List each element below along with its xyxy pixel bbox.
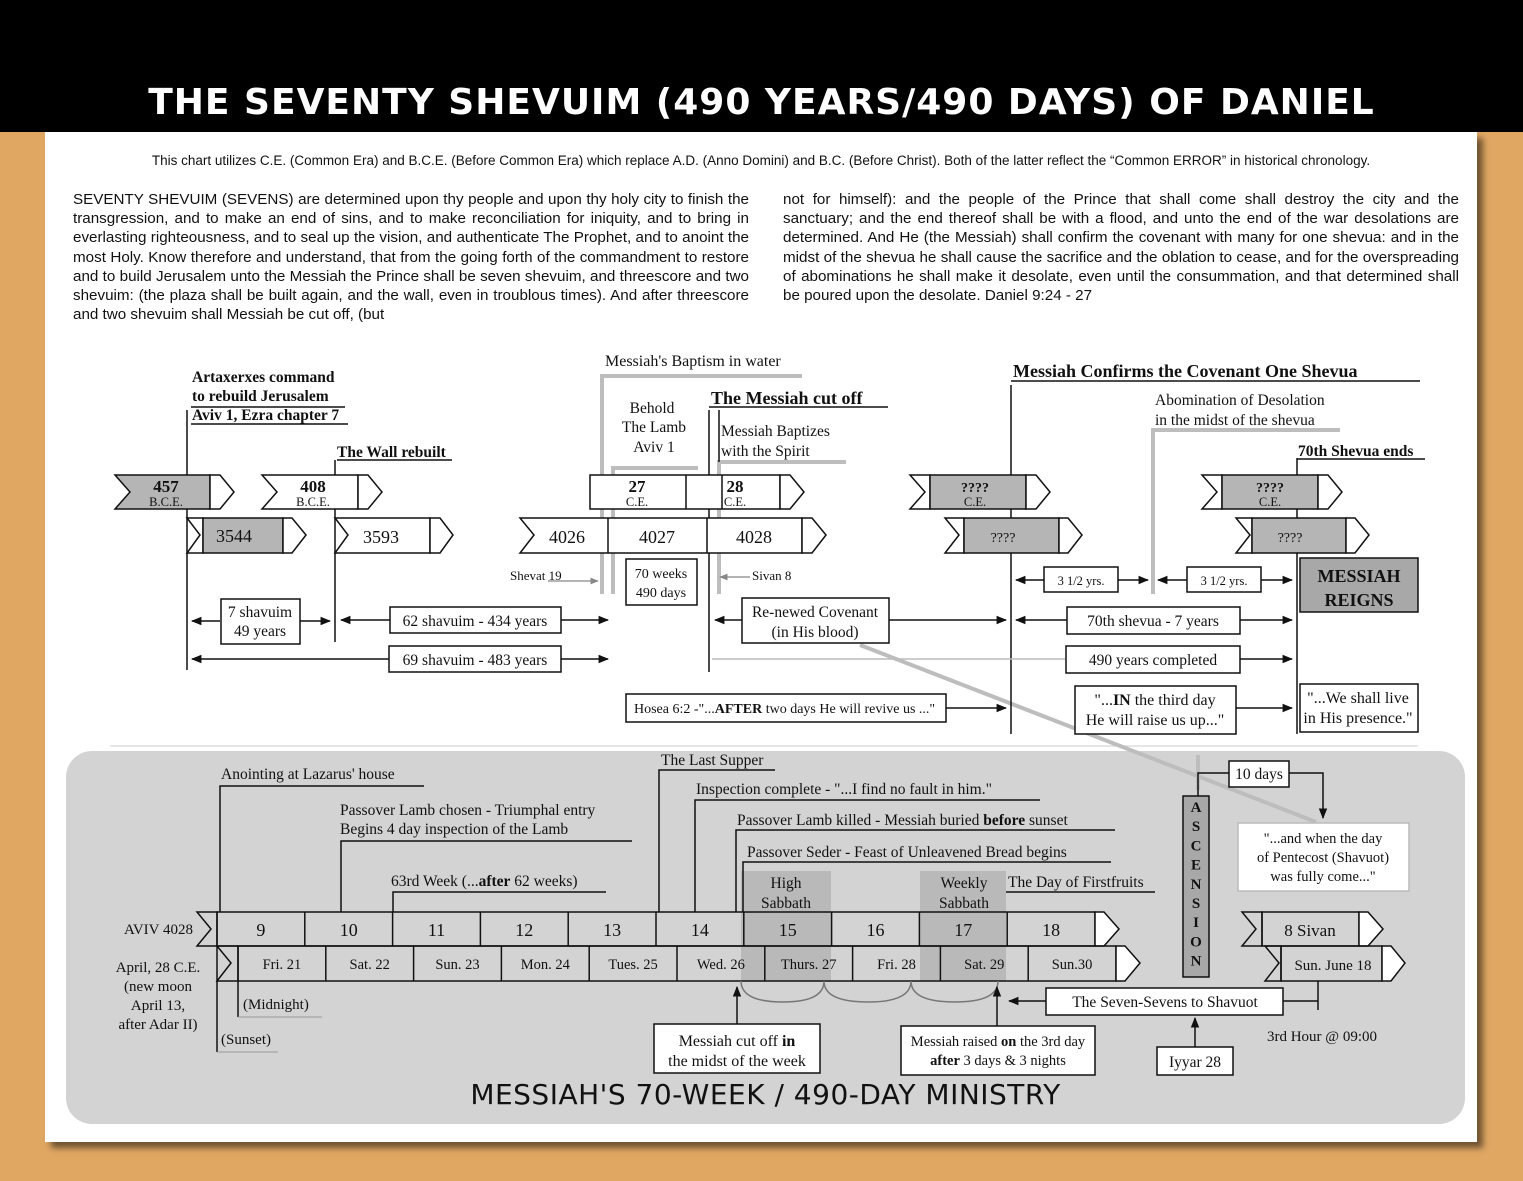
inspection-label: Inspection complete - "...I find no fault in him."	[696, 781, 992, 798]
artaxerxes-label-3: Aviv 1, Ezra chapter 7	[192, 407, 340, 424]
weekday-cell: Sat. 22	[349, 957, 390, 973]
anno-4026: 4026	[549, 527, 585, 547]
day-cell: 15	[778, 920, 797, 940]
seven-shavuim-2: 49 years	[233, 623, 287, 640]
scripture-right: not for himself): and the people of the Prince that shall come shall destroy the city and the sanctuary; and the end thereof shall be with a flood, and unto the end of the war desolations are determined. And He (the Messiah) shall confirm the covenant with many for one shevua: and in the midst of the shevua he shall cause the sacrifice and the oblation to cease, and for the overspreading of abominations he shall make it desolate, even until the consummation, and that determined shall be poured upon the desolate. Daniel 9:24 - 27	[783, 191, 1459, 305]
live-1: "...We shall live	[1307, 690, 1409, 707]
shevat-label: Shevat 19	[510, 568, 562, 583]
behold-label-2: The Lamb	[621, 419, 687, 436]
april-3: April 13,	[130, 998, 186, 1014]
weekday-cell: Sun. 23	[435, 957, 480, 973]
bce-457: B.C.E.	[149, 495, 183, 509]
artaxerxes-label-2: to rebuild Jerusalem	[192, 388, 329, 405]
ascension-letter: O	[1190, 934, 1202, 951]
pentecost-3: was fully come..."	[1270, 869, 1376, 885]
weekday-cell: Fri. 21	[262, 957, 302, 973]
ascension-letter: I	[1193, 915, 1199, 932]
raised-1: Messiah raised on the 3rd day	[910, 1034, 1086, 1050]
year-408: 408	[300, 477, 326, 496]
behold-label-3: Aviv 1	[633, 439, 675, 456]
baptizes-label-1: Messiah Baptizes	[721, 423, 830, 440]
seder-label: Passover Seder - Feast of Unleavened Bread begins	[747, 844, 1067, 861]
scripture-left: SEVENTY SHEVUIM (SEVENS) are determined upon thy people and upon thy holy city to finish the transgression, and to make an end of sins, and to make reconciliation for iniquity, and to bring in everlasting righteousness, and to seal up the vision, and authenticate The Prophet, and to anoint the most Holy. Know therefore and understand, that from the going forth of the commandment to restore and to build Jerusalem unto the Messiah the Prince shall be seven shevuim, and threescore and two shevuim: (the plaza shall be built again, and the wall, even in troublous times). And after threescore and two shevuim shall Messiah be cut off, (but	[73, 191, 749, 324]
seventieth-label: 70th shevua - 7 years	[1087, 613, 1219, 630]
anno-unknown-2: ????	[1277, 531, 1303, 546]
weekly-sabbath-1: Weekly	[940, 875, 988, 892]
third-day-2: He will raise us up..."	[1085, 712, 1225, 729]
weekday-cell: Tues. 25	[608, 957, 658, 973]
seven-sevens-label: The Seven-Sevens to Shavuot	[1072, 994, 1258, 1011]
weekday-cell: Thurs. 27	[780, 957, 837, 973]
ten-days-label: 10 days	[1235, 766, 1283, 783]
renewed-1: Re-newed Covenant	[751, 604, 879, 621]
ascension-letter: E	[1190, 857, 1202, 874]
anno-3593: 3593	[363, 527, 399, 547]
firstfruits-label: The Day of Firstfruits	[1008, 874, 1144, 891]
june-cell: Sun. June 18	[1294, 958, 1372, 974]
iyyar-label: Iyyar 28	[1168, 1054, 1222, 1071]
baptizes-label-2: with the Spirit	[721, 443, 810, 460]
ce-unknown-2: C.E.	[1258, 495, 1282, 509]
seven-shavuim-1: 7 shavuim	[227, 604, 293, 621]
ascension-letter: A	[1190, 800, 1202, 816]
weekday-cell: Mon. 24	[520, 957, 570, 973]
last-supper-label: The Last Supper	[661, 752, 764, 769]
reigns-1: MESSIAH	[1317, 566, 1401, 586]
shevua-ends-label: 70th Shevua ends	[1298, 443, 1414, 460]
day-cell: 16	[866, 920, 885, 940]
anno-row	[187, 518, 1369, 553]
pentecost-1: "...and when the day	[1263, 831, 1383, 847]
ministry-title: MESSIAH'S 70-WEEK / 490-DAY MINISTRY	[470, 1078, 1061, 1111]
day-cell: 13	[603, 920, 622, 940]
ascension-letter: N	[1190, 953, 1202, 970]
wall-label: The Wall rebuilt	[337, 444, 446, 461]
year-unknown-1: ????	[961, 481, 989, 496]
april-1: April, 28 C.E.	[115, 960, 201, 976]
ce-28: C.E.	[723, 495, 747, 509]
page-title: THE SEVENTY SHEVUIM (490 YEARS/490 DAYS) OF DANIEL	[148, 82, 1375, 123]
killed-label: Passover Lamb killed - Messiah buried before sunset	[737, 812, 1068, 829]
ce-27: C.E.	[625, 495, 649, 509]
top-labels	[192, 353, 1413, 461]
cut-off-1: Messiah cut off in	[678, 1033, 796, 1050]
baptism-label: Messiah's Baptism in water	[605, 353, 781, 370]
aviv-label: AVIV 4028	[123, 922, 193, 938]
pentecost-2: of Pentecost (Shavuot)	[1256, 850, 1390, 866]
high-sabbath-2: Sabbath	[761, 895, 811, 912]
year-unknown-2: ????	[1256, 481, 1284, 496]
third-hour-label: 3rd Hour @ 09:00	[1266, 1029, 1378, 1045]
anno-unknown-1: ????	[990, 531, 1016, 546]
seventy-weeks-2: 490 days	[635, 586, 687, 601]
sunset-label: (Sunset)	[221, 1032, 271, 1048]
abomination-label-2: in the midst of the shevua	[1155, 412, 1315, 429]
weekday-cell: Fri. 28	[877, 957, 916, 973]
sivan8-label: Sivan 8	[752, 568, 792, 583]
ministry-diagram	[116, 752, 1409, 1075]
april-4: after Adar II)	[118, 1017, 198, 1033]
renewed-2: (in His blood)	[771, 624, 859, 641]
cut-off-2: the midst of the week	[668, 1053, 806, 1070]
ascension-letters	[1190, 800, 1202, 970]
weekday-cell: Sun.30	[1051, 957, 1093, 973]
anno-3544: 3544	[216, 526, 252, 546]
weekday-cell: Sat. 29	[964, 957, 1005, 973]
year-27: 27	[628, 477, 646, 496]
ascension-letter: S	[1191, 819, 1201, 836]
april-2: (new moon	[124, 979, 192, 995]
day-cell: 14	[690, 920, 709, 940]
week63-label: 63rd Week (...after 62 weeks)	[391, 873, 578, 890]
reigns-2: REIGNS	[1324, 590, 1394, 610]
era-note: This chart utilizes C.E. (Common Era) and B.C.E. (Before Common Era) which replace A.D. (Anno Domini) and B.C. (Before Christ). Both of the latter reflect the “Common ERROR” in historical chronology.	[151, 153, 1371, 168]
half-1: 3 1/2 yrs.	[1057, 574, 1105, 588]
weekday-cell: Wed. 26	[696, 957, 745, 973]
ascension-letter: N	[1190, 876, 1202, 893]
year-457: 457	[153, 477, 179, 496]
day-cell: 11	[427, 920, 446, 940]
year-row	[115, 475, 1342, 509]
period-arrows	[192, 558, 1418, 734]
day-cell: 18	[1042, 920, 1061, 940]
day-cell: 9	[256, 920, 266, 940]
high-sabbath-1: High	[770, 875, 802, 892]
completed-label: 490 years completed	[1088, 652, 1218, 669]
artaxerxes-label-1: Artaxerxes command	[192, 369, 335, 386]
anointing-label: Anointing at Lazarus' house	[221, 766, 395, 783]
raised-2: after 3 days & 3 nights	[930, 1053, 1066, 1069]
confirms-label: Messiah Confirms the Covenant One Shevua	[1013, 361, 1358, 381]
passover-chosen-1: Passover Lamb chosen - Triumphal entry	[340, 802, 596, 819]
half-2: 3 1/2 yrs.	[1200, 574, 1248, 588]
bce-408: B.C.E.	[296, 495, 330, 509]
anno-4027: 4027	[639, 527, 675, 547]
midnight-label: (Midnight)	[243, 997, 309, 1013]
ascension-letter: S	[1191, 896, 1201, 912]
day-cell: 12	[515, 920, 534, 940]
abomination-label-1: Abomination of Desolation	[1155, 392, 1325, 409]
cut-off-label: The Messiah cut off	[711, 388, 863, 408]
third-day-1: "...IN the third day	[1094, 692, 1216, 709]
seventy-weeks-1: 70 weeks	[634, 567, 688, 582]
ascension-letter: C	[1190, 838, 1202, 855]
behold-label-1: Behold	[629, 400, 675, 417]
sixtytwo-label: 62 shavuim - 434 years	[402, 613, 548, 630]
weekly-sabbath-2: Sabbath	[939, 895, 989, 912]
year-28: 28	[726, 477, 744, 496]
day-cell: 10	[339, 920, 358, 940]
hosea-label: Hosea 6:2 -"...AFTER two days He will revive us ..."	[634, 702, 936, 717]
ce-unknown-1: C.E.	[963, 495, 987, 509]
anno-4028: 4028	[736, 527, 772, 547]
sixtynine-label: 69 shavuim - 483 years	[402, 652, 548, 669]
live-2: in His presence."	[1303, 710, 1413, 727]
sivan-cell: 8 Sivan	[1284, 921, 1336, 940]
passover-chosen-2: Begins 4 day inspection of the Lamb	[340, 821, 569, 838]
day-cell: 17	[954, 920, 973, 940]
